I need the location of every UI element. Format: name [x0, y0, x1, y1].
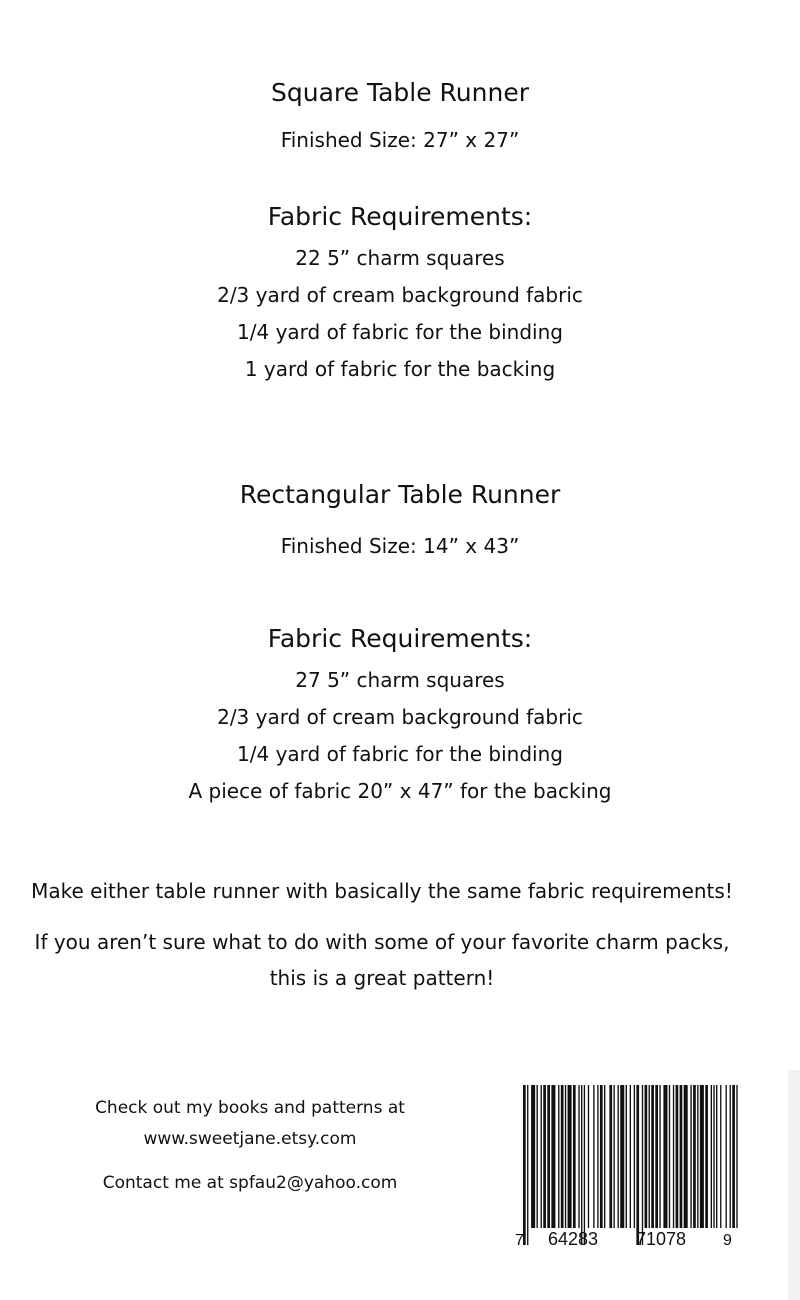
- barcode-left-group: 64283: [548, 1229, 599, 1249]
- barcode-bar: [705, 1085, 708, 1228]
- barcode-lead-digit: 7: [515, 1232, 524, 1249]
- barcode-bar: [634, 1085, 635, 1228]
- barcode-bar: [655, 1085, 658, 1228]
- rectangular-item-charm-squares: 27 5” charm squares: [295, 668, 505, 692]
- barcode-bar: [711, 1085, 712, 1228]
- square-finished-size: Finished Size: 27” x 27”: [280, 128, 520, 152]
- barcode-bar: [659, 1085, 660, 1228]
- barcode-bar: [604, 1085, 605, 1228]
- barcode-bar: [645, 1085, 648, 1228]
- barcode-bar: [543, 1085, 546, 1228]
- barcode-bar: [730, 1085, 731, 1228]
- barcode-bar: [531, 1085, 535, 1228]
- page-edge-shadow: [788, 1070, 800, 1300]
- barcode-bar: [568, 1085, 572, 1228]
- rectangular-runner-title: Rectangular Table Runner: [239, 480, 561, 509]
- barcode-bar: [649, 1085, 650, 1228]
- barcode-bar: [690, 1085, 691, 1228]
- barcode-bar: [726, 1085, 727, 1228]
- barcode-bar: [573, 1085, 576, 1228]
- square-runner-title: Square Table Runner: [271, 78, 529, 107]
- barcode-bar: [651, 1085, 654, 1228]
- contact-email[interactable]: Contact me at spfau2@yahoo.com: [102, 1173, 398, 1193]
- barcode-bar: [693, 1085, 696, 1228]
- barcode-bar: [680, 1085, 683, 1228]
- barcode-bar: [663, 1085, 667, 1228]
- barcode-bar: [597, 1085, 598, 1228]
- rectangular-finished-size: Finished Size: 14” x 43”: [280, 534, 520, 558]
- barcode-bar: [588, 1085, 589, 1228]
- barcode-bar: [578, 1085, 579, 1228]
- barcode-bar: [581, 1085, 582, 1245]
- square-item-binding-fabric: 1/4 yard of fabric for the binding: [237, 320, 563, 344]
- barcode-bar: [537, 1085, 538, 1228]
- barcode-bar: [613, 1085, 614, 1228]
- barcode-bar: [527, 1085, 528, 1245]
- barcode-right-group: 71078: [636, 1229, 687, 1249]
- rectangular-fabric-heading: Fabric Requirements:: [267, 624, 533, 653]
- upc-barcode: [515, 1085, 745, 1255]
- barcode-bar: [620, 1085, 624, 1228]
- barcode-bar: [684, 1085, 688, 1228]
- barcode-bar: [609, 1085, 612, 1228]
- barcode-bar: [713, 1085, 714, 1228]
- barcode-bar: [541, 1085, 542, 1228]
- barcode-bar: [636, 1085, 639, 1245]
- barcode-bar: [547, 1085, 550, 1228]
- barcode-bar: [669, 1085, 670, 1228]
- barcode-bar: [523, 1085, 526, 1245]
- barcode-bar: [565, 1085, 566, 1228]
- barcode-bar: [630, 1085, 631, 1228]
- barcode-bar: [593, 1085, 594, 1228]
- note-great-pattern: this is a great pattern!: [269, 966, 495, 990]
- square-item-charm-squares: 22 5” charm squares: [295, 246, 505, 270]
- promo-text: Check out my books and patterns at: [95, 1098, 405, 1118]
- barcode-bar: [618, 1085, 619, 1228]
- barcode-bar: [626, 1085, 627, 1228]
- barcode-check-digit: 9: [723, 1232, 732, 1249]
- note-same-requirements: Make either table runner with basically the same fabric requirements!: [31, 879, 733, 903]
- barcode-bar: [584, 1085, 585, 1245]
- barcode-bar: [558, 1085, 559, 1228]
- barcode-bar: [736, 1085, 737, 1228]
- barcode-bar: [720, 1085, 721, 1228]
- barcode-bar: [676, 1085, 679, 1228]
- barcode-bar: [551, 1085, 555, 1228]
- barcode-bar: [561, 1085, 564, 1228]
- rectangular-item-backing-fabric: A piece of fabric 20” x 47” for the backing: [188, 779, 612, 803]
- barcode-bar: [700, 1085, 704, 1228]
- barcode-bar: [642, 1085, 643, 1245]
- square-item-background-fabric: 2/3 yard of cream background fabric: [217, 283, 583, 307]
- barcode-bar: [716, 1085, 717, 1228]
- rectangular-item-background-fabric: 2/3 yard of cream background fabric: [217, 705, 583, 729]
- barcode-bars: [523, 1085, 738, 1245]
- note-charm-packs: If you aren’t sure what to do with some of your favorite charm packs,: [34, 930, 730, 954]
- square-item-backing-fabric: 1 yard of fabric for the backing: [244, 357, 556, 381]
- website-link[interactable]: www.sweetjane.etsy.com: [143, 1129, 357, 1149]
- rectangular-item-binding-fabric: 1/4 yard of fabric for the binding: [237, 742, 563, 766]
- barcode-bar: [697, 1085, 698, 1228]
- square-fabric-heading: Fabric Requirements:: [267, 202, 533, 231]
- barcode-bar: [732, 1085, 735, 1228]
- barcode-bar: [600, 1085, 603, 1228]
- barcode-bar: [673, 1085, 674, 1228]
